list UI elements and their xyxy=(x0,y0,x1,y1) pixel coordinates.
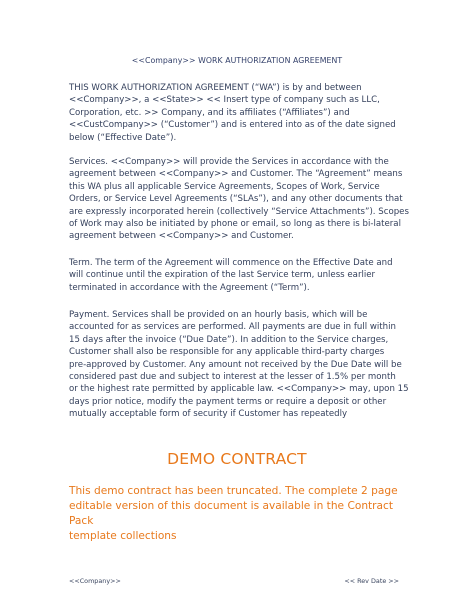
footer-company: <<Company>> xyxy=(69,577,121,585)
services-paragraph: Services. <<Company>> will provide the Services in accordance with the agreement between <<Company>> and Customer. The “Agreement” means this WA plus all applicable Service Agreements, Scopes of Work, Service Orders, or Service Level Agreements (“SLAs”), and any other documents that are expressly incorporated herein (collectively “Service Attachments”). Scopes of Work may also be initiated by phone or email, so long as there is bi-lateral agreement between <<Company>> and Customer. xyxy=(69,157,409,242)
truncation-notice: This demo contract has been truncated. The complete 2 page editable version of this document is available in the Contract Pack template collections xyxy=(69,485,398,542)
payment-paragraph: Payment. Services shall be provided on an hourly basis, which will be accounted for as services are performed. All payments are due in full within 15 days after the invoice (“Due Date”). In addition to the Service charges, Customer shall also be responsible for any applicable third-party charges pre-approved by Customer. Any amount not received by the Due Date will be considered past due and subject to interest at the lesser of 1.5% per month or the highest rate permitted by applicable law. <<Company>> may, upon 15 days prior notice, modify the payment terms or require a deposit or other mutually acceptable form of security if Customer has repeatedly xyxy=(69,310,409,420)
intro-paragraph: THIS WORK AUTHORIZATION AGREEMENT (“WA”) is by and between <<Company>>, a <<State>> << Insert type of company such as LLC, Corporation, etc. >> Company, and its affiliates (“Affiliates”) and <<CustCompany>> (“Customer”) and is entered into as of the date signed below (“Effective Date”). xyxy=(69,83,396,143)
term-paragraph: Term. The term of the Agreement will commence on the Effective Date and will continue until the expiration of the last Service term, unless earlier terminated in accordance with the Agreement (“Term”). xyxy=(69,258,393,293)
demo-contract-heading: DEMO CONTRACT xyxy=(167,450,307,468)
document-title: <<Company>> WORK AUTHORIZATION AGREEMENT xyxy=(131,56,343,65)
footer-rev-date: << Rev Date >> xyxy=(344,577,399,585)
